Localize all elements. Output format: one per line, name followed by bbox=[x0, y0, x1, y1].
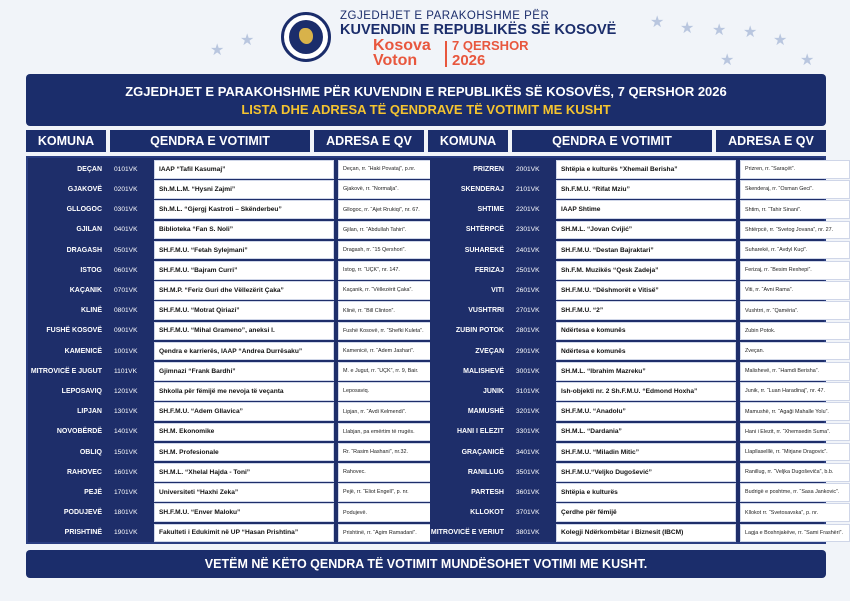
code-cell: 0401VK bbox=[114, 226, 138, 234]
qendra-cell: Gjimnazi “Frank Bardhi” bbox=[154, 362, 334, 381]
komuna-cell: ZVEÇAN bbox=[430, 342, 510, 361]
star-icon: ★ bbox=[712, 22, 727, 39]
code-cell: 1001VK bbox=[114, 347, 138, 355]
code-cell: 1501VK bbox=[114, 448, 138, 456]
qendra-cell: SH.F.M.U. “Fetah Sylejmani” bbox=[154, 241, 334, 260]
date-line-1: 7 QERSHOR bbox=[452, 38, 529, 53]
column-header-qendra: QENDRA E VOTIMIT bbox=[512, 130, 712, 152]
address-cell: Istog, rr. “UÇK”, nr. 147. bbox=[338, 261, 448, 280]
address-cell: Kamenicë, rr. “Adem Jashari”. bbox=[338, 342, 448, 361]
qendra-cell: Ndërtesa e komunës bbox=[556, 342, 736, 361]
code-cell: 1701VK bbox=[114, 488, 138, 496]
address-cell: Podujevë. bbox=[338, 503, 448, 522]
komuna-cell: JUNIK bbox=[430, 382, 510, 401]
komuna-cell: ZUBIN POTOK bbox=[430, 322, 510, 341]
address-cell: Fushë Kosovë, rr. “Shefki Kuleta”. bbox=[338, 322, 448, 341]
qendra-cell: SH.M.L. “Xhelal Hajda - Toni” bbox=[154, 463, 334, 482]
komuna-cell: LEPOSAVIQ bbox=[28, 382, 108, 401]
address-cell: Viti, rr. “Avni Rama”. bbox=[740, 281, 850, 300]
footer-notice: VETËM NË KËTO QENDRA TË VOTIMIT MUNDËSOHET VOTIMI ME KUSHT. bbox=[26, 550, 826, 578]
qendra-cell: SH.M.P. “Feriz Guri dhe Vëllezërit Çaka” bbox=[154, 281, 334, 300]
address-cell: Budrigë e poshtme, rr. “Sasa Jankovic”. bbox=[740, 483, 850, 502]
komuna-cell: GLLOGOC bbox=[28, 200, 108, 219]
code-cell: 2801VK bbox=[516, 327, 540, 335]
address-cell: Vushtrri, rr. “Qamëria”. bbox=[740, 301, 850, 320]
komuna-cell: GJILAN bbox=[28, 221, 108, 240]
header bbox=[0, 0, 850, 74]
star-icon: ★ bbox=[743, 24, 758, 41]
qendra-cell: Çerdhe për fëmijë bbox=[556, 503, 736, 522]
code-cell: 0101VK bbox=[114, 165, 138, 173]
address-cell: Llapllaselllë, rr. “Mirjane Dragovic”. bbox=[740, 443, 850, 462]
page-subtitle: LISTA DHE ADRESA TË QENDRAVE TË VOTIMIT ME KUSHT bbox=[241, 102, 611, 117]
komuna-cell: GJAKOVË bbox=[28, 180, 108, 199]
code-cell: 0901VK bbox=[114, 327, 138, 335]
brand-line-1: Kosova bbox=[373, 37, 431, 54]
qendra-cell: Sh.F.M. Muzikës “Qesk Zadeja” bbox=[556, 261, 736, 280]
address-cell: Rahovec. bbox=[338, 463, 448, 482]
address-cell: Lagja e Boshnjakëve, rr. “Sami Frashëri”. bbox=[740, 524, 850, 543]
qendra-cell: SH.F.M.U.“Veljko Dugošević” bbox=[556, 463, 736, 482]
address-cell: Gjakovë, rr. “Normalja”. bbox=[338, 180, 448, 199]
komuna-cell: MAMUSHË bbox=[430, 402, 510, 421]
address-cell: M. e Jugut, rr. “UÇK”, rr. 9, Bair. bbox=[338, 362, 448, 381]
code-cell: 0301VK bbox=[114, 206, 138, 214]
code-cell: 0801VK bbox=[114, 307, 138, 315]
qendra-cell: SH.F.M.U. “Destan Bajraktari” bbox=[556, 241, 736, 260]
qendra-cell: IAAP Shtime bbox=[556, 200, 736, 219]
address-cell: Shtim, rr. “Tahir Sinani”. bbox=[740, 200, 850, 219]
komuna-cell: PEJË bbox=[28, 483, 108, 502]
qendra-cell: SH.M. Profesionale bbox=[154, 443, 334, 462]
address-cell: Deçan, rr. “Haki Povataj”, p.nr. bbox=[338, 160, 448, 179]
star-icon: ★ bbox=[680, 20, 695, 37]
qendra-cell: Sh.F.M.U. “Rifat Mziu” bbox=[556, 180, 736, 199]
address-cell: Suharekë, rr. “Avdyl Kuçi”. bbox=[740, 241, 850, 260]
address-cell: Rr. “Rasim Hashani”, nr.32. bbox=[338, 443, 448, 462]
komuna-cell: FUSHË KOSOVË bbox=[28, 322, 108, 341]
address-cell: Dragash, rr. “15 Qershori”. bbox=[338, 241, 448, 260]
column-header-adresa: ADRESA E QV bbox=[716, 130, 826, 152]
address-cell: Shtërpcë, rr. “Svetog Jovana”, nr. 27. bbox=[740, 221, 850, 240]
code-cell: 0501VK bbox=[114, 246, 138, 254]
qendra-cell: Biblioteka “Fan S. Noli” bbox=[154, 221, 334, 240]
komuna-cell: OBLIQ bbox=[28, 443, 108, 462]
code-cell: 3801VK bbox=[516, 529, 540, 537]
code-cell: 2101VK bbox=[516, 185, 540, 193]
code-cell: 3301VK bbox=[516, 428, 540, 436]
qendra-cell: Universiteti “Haxhi Zeka” bbox=[154, 483, 334, 502]
komuna-cell: VUSHTRRI bbox=[430, 301, 510, 320]
address-cell: Malishevë, rr. “Hamdi Berisha”. bbox=[740, 362, 850, 381]
code-cell: 3001VK bbox=[516, 367, 540, 375]
komuna-cell: KLLOKOT bbox=[430, 503, 510, 522]
cec-logo bbox=[281, 12, 331, 62]
komuna-cell: NOVOBËRDË bbox=[28, 423, 108, 442]
title-box bbox=[26, 74, 826, 126]
qendra-cell: SH.F.M.U. “Enver Maloku” bbox=[154, 503, 334, 522]
address-cell: Gllogoc, rr. “Ajet Rrukiqi”, nr. 67. bbox=[338, 200, 448, 219]
address-cell: Junik, rr. “Luan Haradinaj”, nr. 47. bbox=[740, 382, 850, 401]
star-icon: ★ bbox=[773, 32, 788, 49]
komuna-cell: FERIZAJ bbox=[430, 261, 510, 280]
komuna-cell: KLINË bbox=[28, 301, 108, 320]
qendra-cell: SH.F.M.U. “Mihal Grameno”, aneksi I. bbox=[154, 322, 334, 341]
code-cell: 1801VK bbox=[114, 509, 138, 517]
star-icon: ★ bbox=[210, 42, 225, 59]
qendra-cell: SH.M.L. “Dardania” bbox=[556, 423, 736, 442]
qendra-cell: Shtëpia e kulturës bbox=[556, 483, 736, 502]
komuna-cell: RAHOVEC bbox=[28, 463, 108, 482]
code-cell: 0701VK bbox=[114, 286, 138, 294]
code-cell: 2001VK bbox=[516, 165, 540, 173]
code-cell: 2301VK bbox=[516, 226, 540, 234]
address-cell: Lipjan, rr. “Avdi Kelmendi”. bbox=[338, 402, 448, 421]
address-cell: Zubin Potok. bbox=[740, 322, 850, 341]
qendra-cell: IAAP “Tafil Kasumaj” bbox=[154, 160, 334, 179]
qendra-cell: SH.F.M.U. “2” bbox=[556, 301, 736, 320]
brand-line-2: Voton bbox=[373, 52, 418, 69]
qendra-cell: Qendra e karrierës, IAAP “Andrea Durrësaku” bbox=[154, 342, 334, 361]
code-cell: 0201VK bbox=[114, 185, 138, 193]
column-header-qendra: QENDRA E VOTIMIT bbox=[110, 130, 310, 152]
komuna-cell: PRIZREN bbox=[430, 160, 510, 179]
komuna-cell: DRAGASH bbox=[28, 241, 108, 260]
qendra-cell: SH.F.M.U. “Motrat Qiriazi” bbox=[154, 301, 334, 320]
qendra-cell: Sh.M.L.M. “Hysni Zajmi” bbox=[154, 180, 334, 199]
komuna-cell: MITROVICË E VERIUT bbox=[430, 524, 510, 543]
address-cell: Ranillug, rr. “Veljka Dugoševiča”, b.b. bbox=[740, 463, 850, 482]
komuna-cell: DEÇAN bbox=[28, 160, 108, 179]
komuna-cell: MITROVICË E JUGUT bbox=[28, 362, 108, 381]
komuna-cell: ISTOG bbox=[28, 261, 108, 280]
komuna-cell: GRAÇANICË bbox=[430, 443, 510, 462]
komuna-cell: PARTESH bbox=[430, 483, 510, 502]
qendra-cell: Shkolla për fëmijë me nevoja të veçanta bbox=[154, 382, 334, 401]
code-cell: 1401VK bbox=[114, 428, 138, 436]
code-cell: 2501VK bbox=[516, 266, 540, 274]
komuna-cell: RANILLUG bbox=[430, 463, 510, 482]
address-cell: Prishtinë, rr. “Agim Ramadani”. bbox=[338, 524, 448, 543]
code-cell: 1201VK bbox=[114, 387, 138, 395]
address-cell: Ferizaj, rr. “Besim Rexhepi”. bbox=[740, 261, 850, 280]
komuna-cell: SHTËRPCË bbox=[430, 221, 510, 240]
code-cell: 1101VK bbox=[114, 367, 137, 375]
qendra-cell: Shtëpia e kulturës “Xhemail Berisha” bbox=[556, 160, 736, 179]
column-header-komuna: KOMUNA bbox=[26, 130, 106, 152]
code-cell: 2701VK bbox=[516, 307, 540, 315]
qendra-cell: SH.F.M.U. “Dëshmorët e Vitisë” bbox=[556, 281, 736, 300]
komuna-cell: SKENDERAJ bbox=[430, 180, 510, 199]
column-header-adresa: ADRESA E QV bbox=[314, 130, 424, 152]
code-cell: 3201VK bbox=[516, 408, 540, 416]
komuna-cell: PRISHTINË bbox=[28, 524, 108, 543]
qendra-cell: Sh.M.L. “Gjergj Kastroti – Skënderbeu” bbox=[154, 200, 334, 219]
page-title: ZGJEDHJET E PARAKOHSHME PËR KUVENDIN E REPUBLIKËS SË KOSOVËS, 7 QERSHOR 2026 bbox=[125, 84, 727, 99]
qendra-cell: SH.F.M.U. “Bajram Curri” bbox=[154, 261, 334, 280]
address-cell: Gjilan, rr. “Abdullah Tahiri”. bbox=[338, 221, 448, 240]
code-cell: 3401VK bbox=[516, 448, 540, 456]
address-cell: Klinë, rr. “Bill Clinton”. bbox=[338, 301, 448, 320]
code-cell: 1301VK bbox=[114, 408, 138, 416]
code-cell: 2401VK bbox=[516, 246, 540, 254]
qendra-cell: Ndërtesa e komunës bbox=[556, 322, 736, 341]
qendra-cell: SH.M.L. “Jovan Cvijić” bbox=[556, 221, 736, 240]
code-cell: 3601VK bbox=[516, 488, 540, 496]
qendra-cell: Kolegji Ndërkombëtar i Biznesit (IBCM) bbox=[556, 524, 736, 543]
column-header-komuna: KOMUNA bbox=[428, 130, 508, 152]
code-cell: 0601VK bbox=[114, 266, 138, 274]
qendra-cell: Ish-objekti nr. 2 Sh.F.M.U. “Edmond Hoxha” bbox=[556, 382, 736, 401]
star-icon: ★ bbox=[650, 14, 665, 31]
address-cell: Zveçan. bbox=[740, 342, 850, 361]
komuna-cell: LIPJAN bbox=[28, 402, 108, 421]
address-cell: Hani i Elezit, rr. “Xhemsedin Suma”. bbox=[740, 423, 850, 442]
code-cell: 1601VK bbox=[114, 468, 138, 476]
star-icon: ★ bbox=[800, 52, 815, 69]
address-cell: Skenderaj, rr. “Osman Geci”. bbox=[740, 180, 850, 199]
komuna-cell: VITI bbox=[430, 281, 510, 300]
address-cell: Kaçanik, rr. “Vëllezërit Çaka”. bbox=[338, 281, 448, 300]
address-cell: Kllokot rr. “Svetosavska”, p. nr. bbox=[740, 503, 850, 522]
code-cell: 2201VK bbox=[516, 206, 540, 214]
header-top-line: ZGJEDHJET E PARAKOHSHME PËR bbox=[340, 10, 550, 22]
address-cell: Prizren, rr. “Saraçët”. bbox=[740, 160, 850, 179]
qendra-cell: SH.M.L. “Ibrahim Mazreku” bbox=[556, 362, 736, 381]
komuna-cell: KAMENICË bbox=[28, 342, 108, 361]
brand-divider bbox=[445, 41, 447, 67]
kosovo-map-icon bbox=[299, 28, 313, 44]
date-line-2: 2026 bbox=[452, 52, 486, 69]
qendra-cell: SH.M. Ekonomike bbox=[154, 423, 334, 442]
komuna-cell: PODUJEVË bbox=[28, 503, 108, 522]
code-cell: 2601VK bbox=[516, 286, 540, 294]
qendra-cell: Fakulteti i Edukimit në UP “Hasan Prishtina” bbox=[154, 524, 334, 543]
address-cell: Mamushë, rr. “Agaği Mahalle Yolu”. bbox=[740, 402, 850, 421]
komuna-cell: SUHAREKË bbox=[430, 241, 510, 260]
address-cell: Leposaviq. bbox=[338, 382, 448, 401]
qendra-cell: SH.F.M.U. “Adem Gllavica” bbox=[154, 402, 334, 421]
address-cell: Llabjan, pa emërtim të rrugës. bbox=[338, 423, 448, 442]
code-cell: 1901VK bbox=[114, 529, 138, 537]
komuna-cell: HANI I ELEZIT bbox=[430, 423, 510, 442]
qendra-cell: SH.F.M.U. “Miladin Mitic” bbox=[556, 443, 736, 462]
komuna-cell: SHTIME bbox=[430, 200, 510, 219]
code-cell: 3701VK bbox=[516, 509, 540, 517]
code-cell: 2901VK bbox=[516, 347, 540, 355]
header-main-line: KUVENDIN E REPUBLIKËS SË KOSOVË bbox=[340, 22, 617, 38]
komuna-cell: KAÇANIK bbox=[28, 281, 108, 300]
star-icon: ★ bbox=[240, 32, 255, 49]
star-icon: ★ bbox=[720, 52, 735, 69]
code-cell: 3501VK bbox=[516, 468, 540, 476]
qendra-cell: SH.F.M.U. “Anadolu” bbox=[556, 402, 736, 421]
code-cell: 3101VK bbox=[516, 387, 540, 395]
komuna-cell: MALISHEVË bbox=[430, 362, 510, 381]
address-cell: Pejë, rr. “Eliot Engell”, p. nr. bbox=[338, 483, 448, 502]
